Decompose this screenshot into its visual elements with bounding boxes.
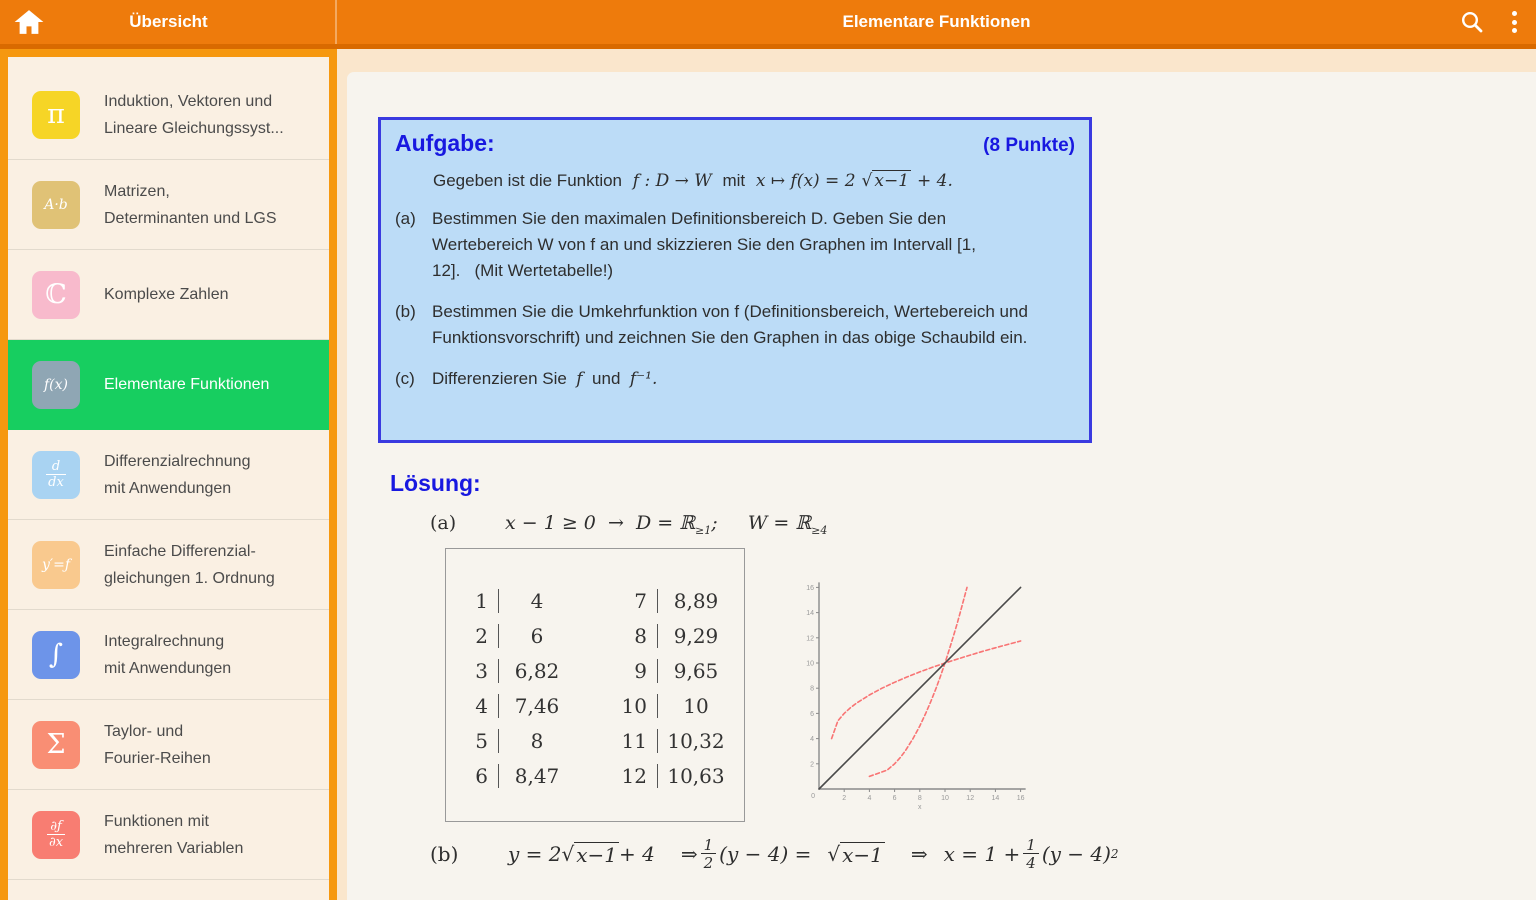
sidebar-item-label: Funktionen mit mehreren Variablen: [104, 812, 244, 857]
sidebar-item-label: Differenzialrechnung mit Anwendungen: [104, 452, 251, 497]
elementare-funktionen-icon: f(x): [32, 361, 80, 409]
svg-text:12: 12: [806, 635, 814, 643]
svg-text:2: 2: [810, 761, 814, 769]
svg-text:14: 14: [991, 795, 1000, 802]
sidebar-item-matrizen-determinanten[interactable]: [8, 160, 329, 250]
mehrere-variablen-icon: ∂ƒ ∂x: [32, 811, 80, 859]
svg-text:x: x: [918, 804, 922, 811]
value-table: [445, 548, 745, 822]
differenzialrechnung-icon: d dx: [32, 451, 80, 499]
sidebar-item-label: Einfache Differenzial- gleichungen 1. Ordnung: [104, 542, 275, 587]
task-intro: Gegeben ist die Funktion f : D → W mit x ↦ f(x) = 2 √ x−1 + 4.: [433, 171, 953, 191]
search-button[interactable]: [1460, 10, 1484, 34]
table-row: 2 6: [456, 618, 575, 653]
overflow-menu-icon: [1512, 11, 1517, 16]
value-table-left: [456, 583, 575, 821]
table-row: 6 8,47: [456, 758, 575, 793]
table-row: 4 7,46: [456, 688, 575, 723]
table-row: 3 6,82: [456, 653, 575, 688]
sidebar-item-label: Induktion, Vektoren und Lineare Gleichungssyst...: [104, 92, 284, 137]
sidebar-item-differenzialrechnung[interactable]: [8, 430, 329, 520]
table-row: 11 10,32: [615, 723, 734, 758]
solution-heading: Lösung:: [390, 470, 481, 496]
svg-text:0: 0: [811, 793, 815, 800]
svg-text:6: 6: [810, 710, 814, 718]
page-title: Elementare Funktionen: [842, 12, 1031, 31]
sidebar-item-komplexe-zahlen[interactable]: [8, 250, 329, 340]
table-row: 8 9,29: [615, 618, 734, 653]
svg-text:12: 12: [966, 795, 975, 802]
sidebar-item-label: Taylor- und Fourier-Reihen: [104, 722, 211, 767]
sidebar-item-label: Elementare Funktionen: [104, 376, 270, 393]
app-bar: [0, 0, 1536, 49]
sidebar-item-mehrere-variablen[interactable]: [8, 790, 329, 880]
content-scroll-area[interactable]: [347, 72, 1536, 900]
table-row: 12 10,63: [615, 758, 734, 793]
svg-text:8: 8: [810, 685, 814, 693]
task-heading: Aufgabe:: [395, 130, 495, 156]
task-item-a: (a) Bestimmen Sie den maximalen Definitionsbereich D. Geben Sie den Wertebereich W von f an und skizzieren Sie den Graphen im Intervall [1, 12]. (Mit Wertetabelle!): [395, 209, 976, 280]
sidebar-item-differenzialgleichungen[interactable]: [8, 520, 329, 610]
svg-text:8: 8: [917, 795, 922, 802]
sidebar-item-label: Matrizen, Determinanten und LGS: [104, 182, 277, 227]
table-row: 1 4: [456, 583, 575, 618]
induktion-vektoren-icon: π: [32, 91, 80, 139]
task-points-badge: (8 Punkte): [983, 135, 1075, 156]
svg-text:10: 10: [806, 660, 814, 668]
sidebar: [0, 49, 337, 900]
table-row: 7 8,89: [615, 583, 734, 618]
svg-text:16: 16: [1016, 795, 1025, 802]
overflow-menu-button[interactable]: [1506, 9, 1522, 35]
sidebar-item-label: Komplexe Zahlen: [104, 286, 229, 303]
matrizen-determinanten-icon: A·b: [32, 181, 80, 229]
sidebar-item-induktion-vektoren[interactable]: [8, 70, 329, 160]
sidebar-item-taylor-fourier[interactable]: [8, 700, 329, 790]
svg-text:10: 10: [941, 795, 949, 802]
task-box: [378, 117, 1092, 443]
svg-text:16: 16: [806, 584, 814, 592]
table-row: 5 8: [456, 723, 575, 758]
integralrechnung-icon: ∫: [32, 631, 80, 679]
sidebar-item-label: Integralrechnung mit Anwendungen: [104, 632, 232, 677]
sidebar-title: Übersicht: [129, 12, 208, 31]
differenzialgleichungen-icon: y′=ƒ: [32, 541, 80, 589]
solution-graph: [795, 572, 1033, 822]
search-icon: [1460, 10, 1484, 34]
table-row: 10 10: [615, 688, 734, 723]
value-table-right: [615, 583, 734, 821]
task-item-b: (b) Bestimmen Sie die Umkehrfunktion von f (Definitionsbereich, Wertebereich und Funktionsvorschrift) und zeichnen Sie den Graphen in das obige Schaubild ein.: [395, 302, 1028, 347]
svg-text:14: 14: [806, 610, 814, 618]
solution-line-a: (a) x − 1 ≥ 0 → D = ℝ$_{\ge 1}$; W = ℝ$_{\ge 4}$: [430, 512, 828, 537]
svg-text:2: 2: [842, 795, 847, 802]
svg-text:6: 6: [892, 795, 897, 802]
main-area: [337, 49, 1536, 900]
sidebar-item-integralrechnung[interactable]: [8, 610, 329, 700]
svg-text:4: 4: [810, 736, 814, 744]
taylor-fourier-icon: Σ: [32, 721, 80, 769]
solution-line-b: (b) y = 2 √ x−1 + 4 ⇒ $\frac{1}{2}$ (y − 4) = √ x−1 ⇒ x = 1 + $\frac{1}{4}$ (y − 4) 2: [430, 836, 1119, 872]
sidebar-list: [8, 57, 329, 900]
table-row: 9 9,65: [615, 653, 734, 688]
svg-text:4: 4: [867, 795, 872, 802]
komplexe-zahlen-icon: ℂ: [32, 271, 80, 319]
sidebar-item-elementare-funktionen[interactable]: [8, 340, 329, 430]
task-item-c: (c) Differenzieren Sie f und f⁻¹.: [395, 369, 658, 389]
